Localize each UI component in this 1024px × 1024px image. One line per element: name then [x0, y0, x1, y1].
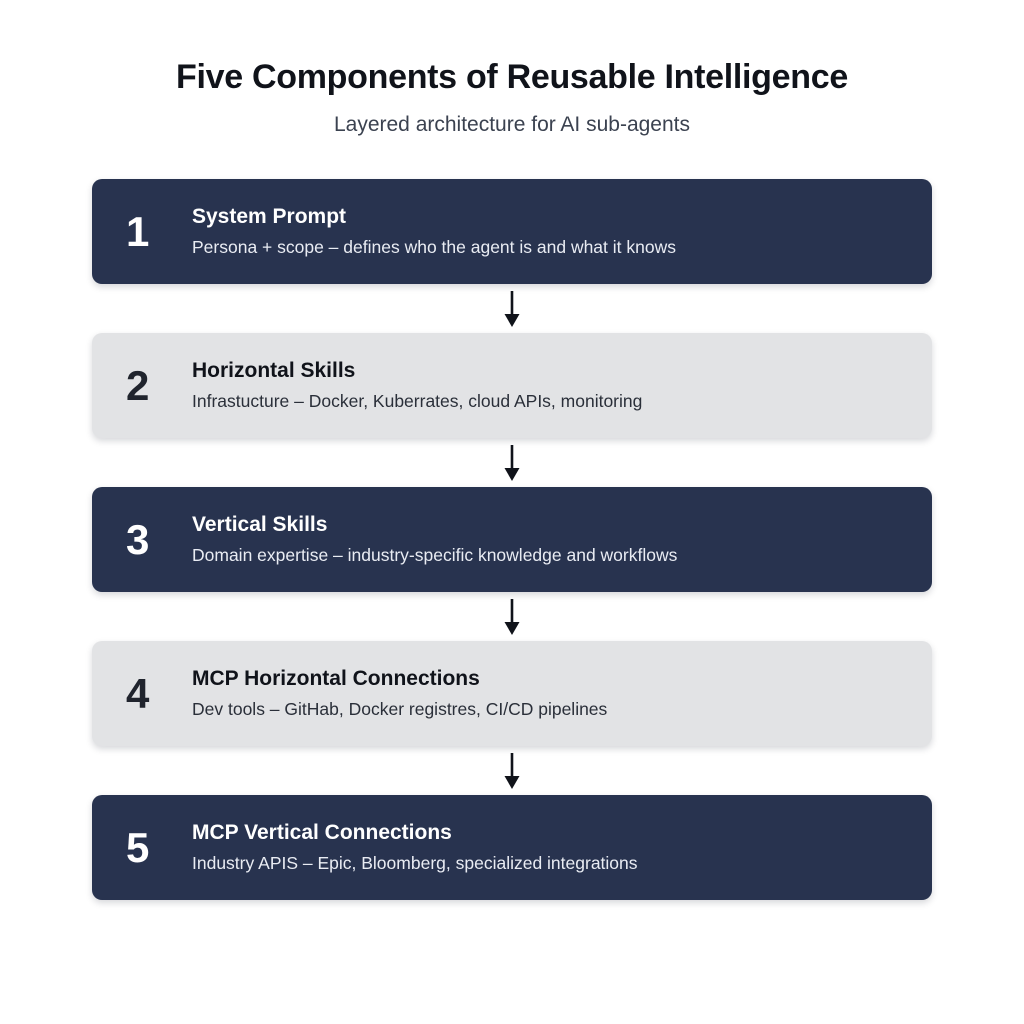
layer-label: MCP Vertical Connections	[192, 820, 452, 844]
layer-label: MCP Horizontal Connections	[192, 666, 480, 690]
layer-card-mcp-horizontal-connections[interactable]	[92, 641, 932, 746]
arrow-down-icon	[499, 284, 525, 333]
arrow-down-icon	[499, 746, 525, 795]
page-title: Five Components of Reusable Intelligence	[176, 58, 848, 96]
layer-number: 3	[126, 515, 150, 563]
layer-number: 4	[126, 669, 150, 717]
layer-card-system-prompt[interactable]	[92, 179, 932, 284]
layer-description: Persona + scope – defines who the agent is and what it knows	[192, 237, 676, 258]
layer-text-block	[192, 666, 607, 721]
layer-number: 1	[126, 207, 150, 255]
layer-number: 5	[126, 823, 150, 871]
layer-description: Infrastucture – Docker, Kuberrates, cloud APIs, monitoring	[192, 391, 643, 412]
page-subtitle: Layered architecture for AI sub-agents	[333, 113, 691, 136]
layer-description: Domain expertise – industry-specific knowledge and workflows	[192, 545, 678, 566]
layer-text-block	[192, 204, 676, 259]
layer-label: Vertical Skills	[192, 512, 328, 536]
layer-text-block	[192, 358, 642, 413]
layer-card-vertical-skills[interactable]	[92, 487, 932, 592]
arrow-down-icon	[499, 438, 525, 487]
layer-description: Industry APIS – Epic, Bloomberg, specialized integrations	[192, 853, 638, 874]
layer-label: System Prompt	[192, 204, 347, 228]
layer-text-block	[192, 512, 677, 567]
arrow-down-icon	[499, 592, 525, 641]
layer-card-mcp-vertical-connections[interactable]	[92, 795, 932, 900]
layer-description: Dev tools – GitHab, Docker registres, CI/CD pipelines	[192, 699, 608, 720]
layer-number: 2	[126, 361, 150, 409]
layer-text-block	[192, 820, 638, 875]
layer-label: Horizontal Skills	[192, 358, 356, 382]
layer-stack	[92, 179, 932, 900]
layer-card-horizontal-skills[interactable]	[92, 333, 932, 438]
